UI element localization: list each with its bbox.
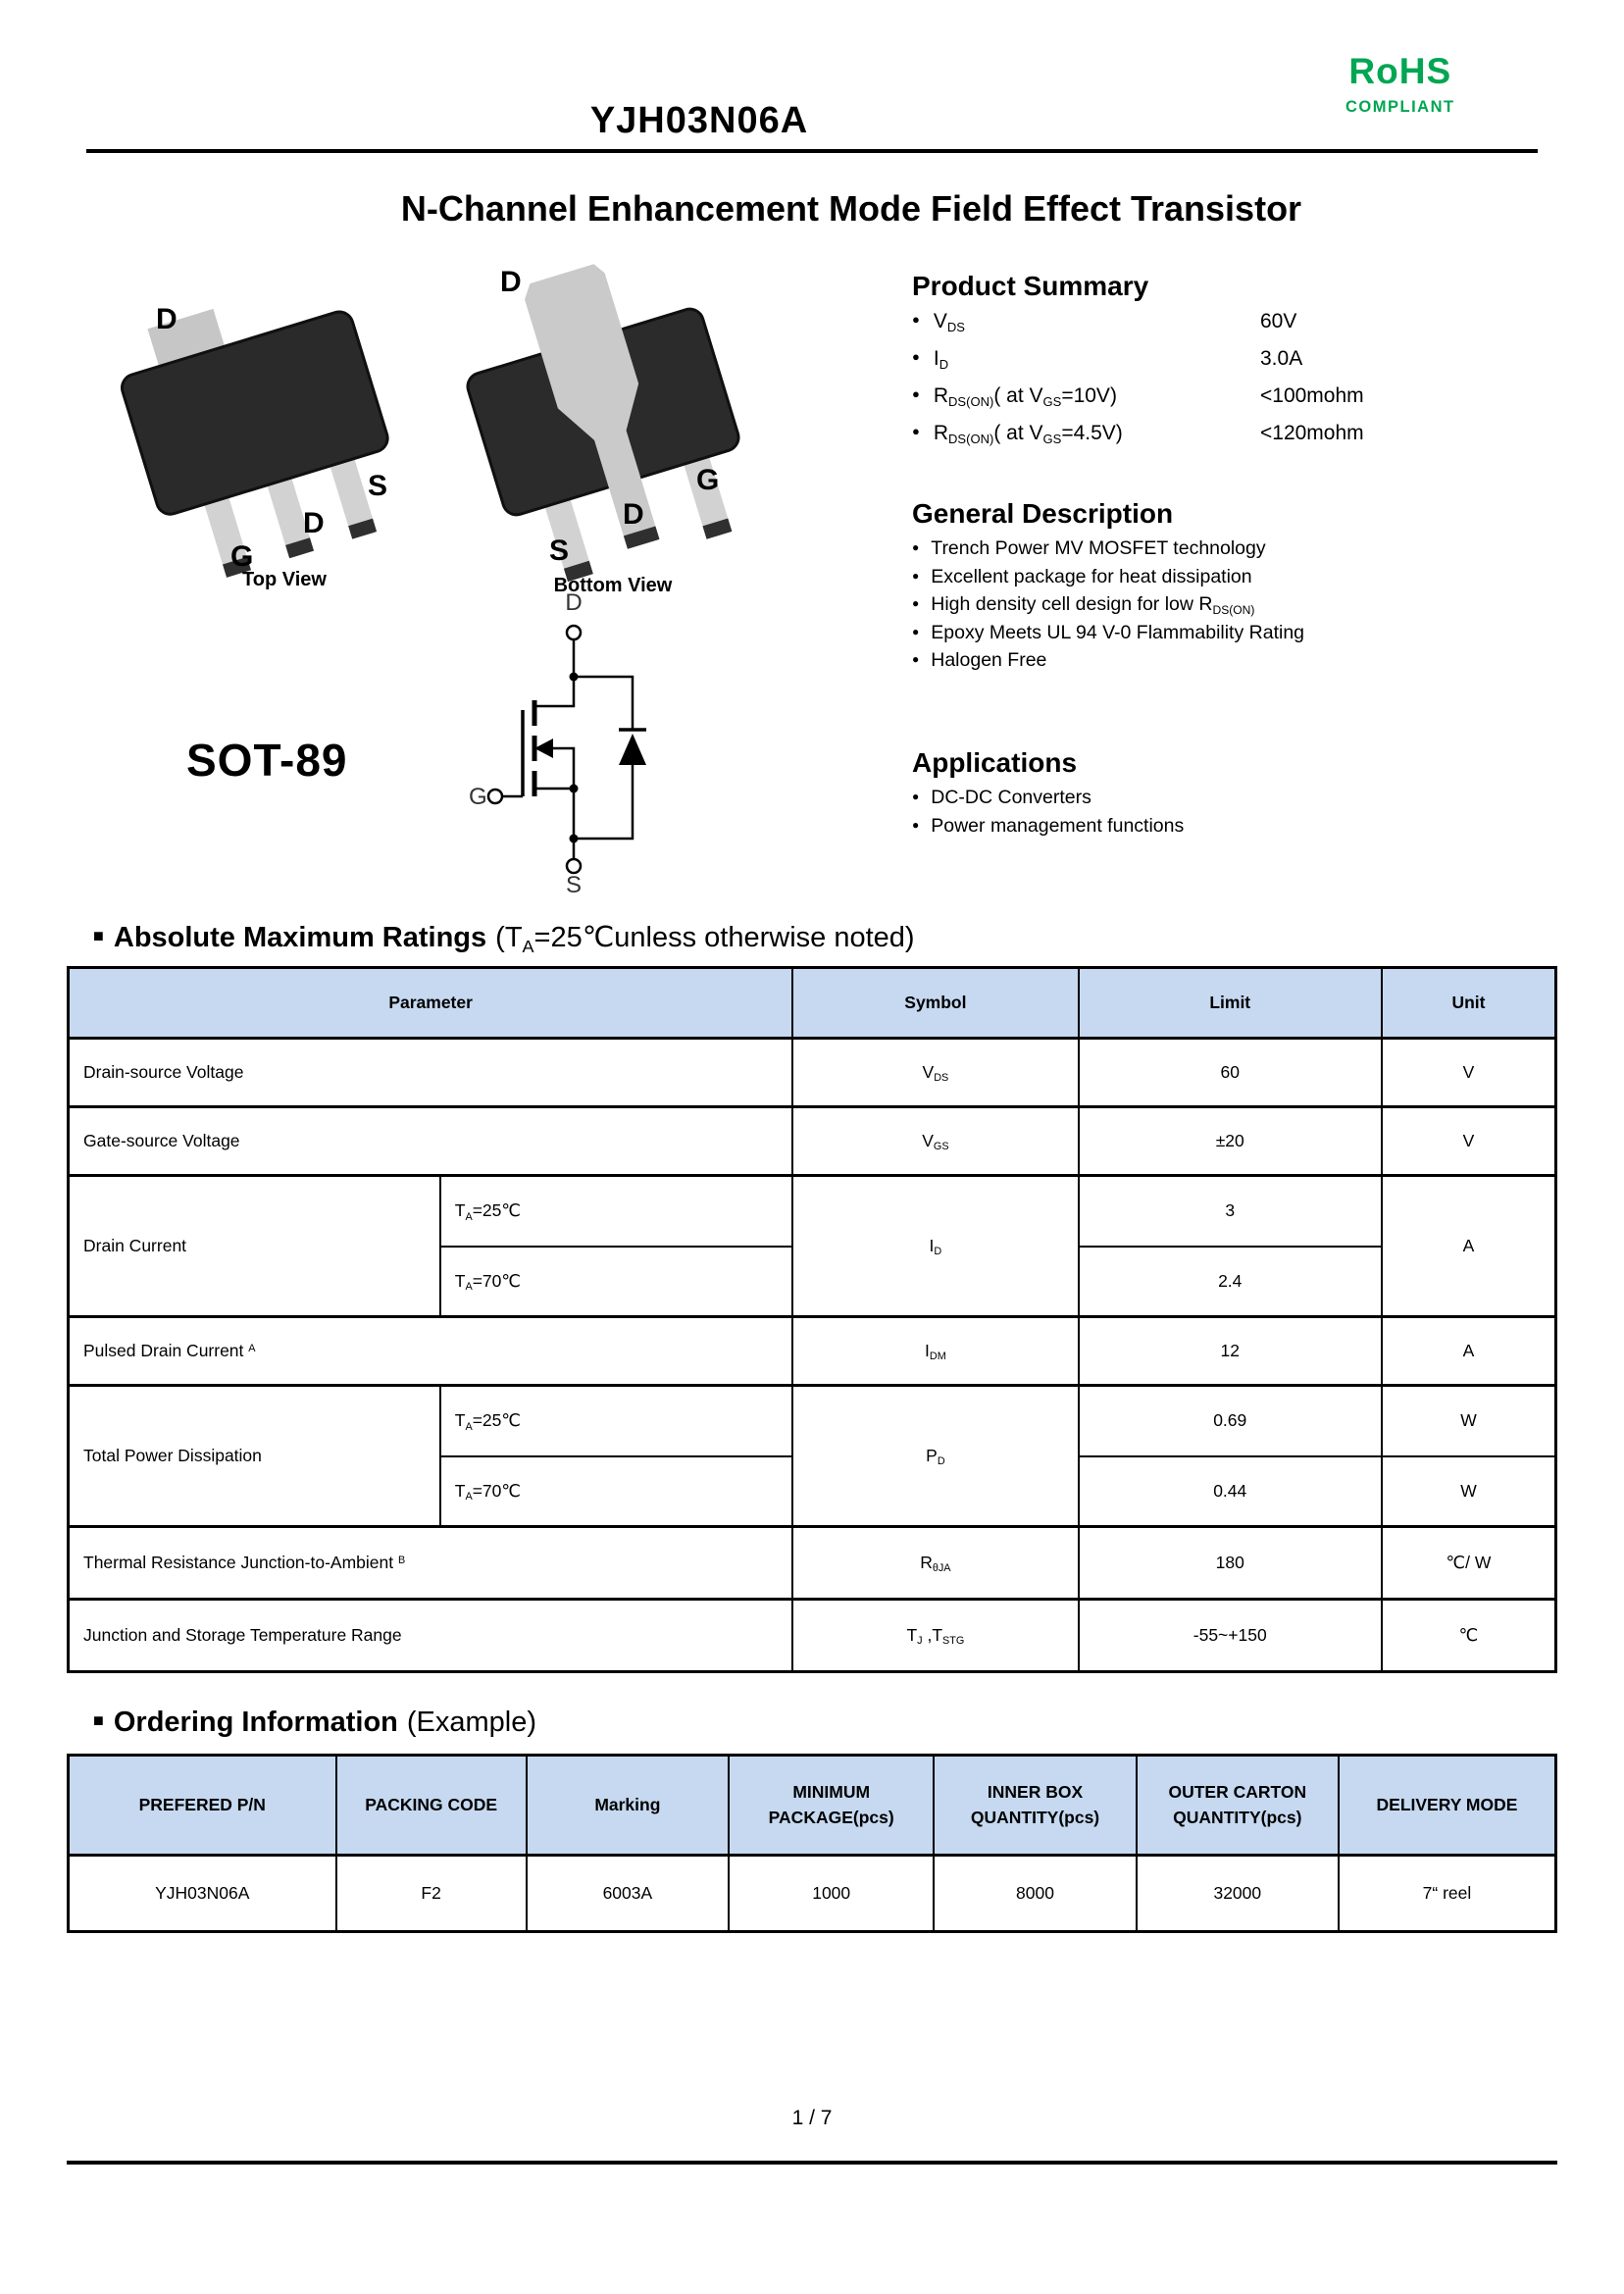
col-header-parameter: Parameter xyxy=(69,968,793,1039)
col-header-outer-carton: OUTER CARTON QUANTITY(pcs) xyxy=(1137,1756,1339,1856)
col-header-limit: Limit xyxy=(1079,968,1382,1039)
unit-cell: W xyxy=(1382,1386,1556,1456)
unit-cell: A xyxy=(1382,1176,1556,1317)
pin-label-bottom-s: S xyxy=(549,535,570,567)
limit-cell: 60 xyxy=(1079,1039,1382,1107)
symbol-cell: $P_D$ xyxy=(792,1386,1078,1527)
sot89-body-top xyxy=(107,271,413,590)
symbol-cell: $V_{DS}$ xyxy=(792,1039,1078,1107)
header-divider xyxy=(86,149,1538,153)
condition-cell: $T_A=25℃$ xyxy=(440,1386,793,1456)
table-row-vgs xyxy=(69,1107,1556,1176)
ordering-table xyxy=(67,1754,1557,1933)
footer-divider xyxy=(67,2161,1557,2165)
table-row-id-25 xyxy=(69,1176,1556,1247)
cell-delivery-mode: 7“ reel xyxy=(1339,1856,1556,1932)
symbol-drain-label: D xyxy=(565,589,583,616)
table-row-tj-tstg xyxy=(69,1600,1556,1672)
param-cell: Pulsed Drain Current $^A$ xyxy=(69,1317,793,1386)
applications-section xyxy=(912,747,1559,842)
mosfet-symbol-image xyxy=(441,586,677,910)
ordering-header-row xyxy=(69,1756,1556,1856)
mosfet-symbol-lines xyxy=(488,626,646,873)
general-description-heading: General Description xyxy=(912,498,1174,529)
param-cell: Drain-source Voltage xyxy=(69,1039,793,1107)
ordering-heading: ■ Ordering Information (Example) xyxy=(93,1707,536,1739)
limit-cell: ±20 xyxy=(1079,1107,1382,1176)
mosfet-arrow xyxy=(534,739,553,758)
description-item: ● Trench Power MV MOSFET technology xyxy=(912,537,1559,566)
summary-item xyxy=(912,384,1559,422)
general-description-section xyxy=(912,498,1559,678)
ordering-data-row xyxy=(69,1856,1556,1932)
rohs-label: RoHS xyxy=(1348,51,1452,91)
table-row-pd-25 xyxy=(69,1386,1556,1456)
col-header-marking: Marking xyxy=(527,1756,729,1856)
col-header-symbol: Symbol xyxy=(792,968,1078,1039)
table-row-vds xyxy=(69,1039,1556,1107)
product-summary-section xyxy=(912,271,1559,459)
description-item: ● Epoxy Meets UL 94 V-0 Flammability Rating xyxy=(912,622,1559,650)
symbol-source-label: S xyxy=(565,872,583,898)
symbol-cell: $I_{DM}$ xyxy=(792,1317,1078,1386)
summary-item-name: ● $R_{DS(ON)}$( at $V_{GS}=4.5V$) xyxy=(933,422,1123,447)
col-header-packing-code: PACKING CODE xyxy=(336,1756,527,1856)
table-row-idm xyxy=(69,1317,1556,1386)
unit-cell: ℃ xyxy=(1382,1600,1556,1672)
limit-cell: 0.69 xyxy=(1079,1386,1382,1456)
col-header-delivery-mode: DELIVERY MODE xyxy=(1339,1756,1556,1856)
abs-max-table xyxy=(67,966,1557,1673)
body-diode xyxy=(619,734,646,765)
package-top-view-image xyxy=(83,250,427,603)
limit-cell: 3 xyxy=(1079,1176,1382,1247)
sot89-body-bottom xyxy=(443,240,764,593)
summary-item xyxy=(912,347,1559,384)
cell-packing-code: F2 xyxy=(336,1856,527,1932)
limit-cell: 180 xyxy=(1079,1527,1382,1600)
unit-cell: ℃/ W xyxy=(1382,1527,1556,1600)
col-header-unit: Unit xyxy=(1382,968,1556,1039)
bottom-view-caption: Bottom View xyxy=(553,575,673,596)
applications-heading: Applications xyxy=(912,747,1078,778)
col-header-prefered-pn: PREFERED P/N xyxy=(69,1756,336,1856)
product-summary-heading: Product Summary xyxy=(912,271,1149,301)
symbol-cell: $I_D$ xyxy=(792,1176,1078,1317)
limit-cell: 2.4 xyxy=(1079,1247,1382,1317)
limit-cell: 12 xyxy=(1079,1317,1382,1386)
condition-cell: $T_A=70℃$ xyxy=(440,1456,793,1527)
summary-item-value: <100mohm xyxy=(1260,384,1364,407)
col-header-minimum-package: MINIMUM PACKAGE(pcs) xyxy=(729,1756,934,1856)
part-number-title: YJH03N06A xyxy=(589,100,809,141)
summary-item xyxy=(912,310,1559,347)
description-item: ● Halogen Free xyxy=(912,649,1559,678)
top-view-caption: Top View xyxy=(242,569,327,590)
summary-item xyxy=(912,422,1559,459)
param-cell: Total Power Dissipation xyxy=(69,1386,440,1527)
symbol-cell: $R_{\theta JA}$ xyxy=(792,1527,1078,1600)
param-cell: Gate-source Voltage xyxy=(69,1107,793,1176)
param-cell: Thermal Resistance Junction-to-Ambient $^B$ xyxy=(69,1527,793,1600)
summary-item-value: 60V xyxy=(1260,310,1297,332)
unit-cell: V xyxy=(1382,1039,1556,1107)
page-title: N-Channel Enhancement Mode Field Effect Transistor xyxy=(400,188,1302,229)
condition-cell: $T_A=70℃$ xyxy=(440,1247,793,1317)
pin-label-bottom-tab: D xyxy=(500,266,522,298)
pin-label-top-g: G xyxy=(230,540,254,573)
description-item: ● High density cell design for low $R_{DS(ON)}$ xyxy=(912,593,1559,622)
condition-cell: $T_A=25℃$ xyxy=(440,1176,793,1247)
symbol-cell: $V_{GS}$ xyxy=(792,1107,1078,1176)
cell-marking: 6003A xyxy=(527,1856,729,1932)
param-cell: Drain Current xyxy=(69,1176,440,1317)
summary-item-name: ● $V_{DS}$ xyxy=(933,310,965,335)
unit-cell: A xyxy=(1382,1317,1556,1386)
col-header-inner-box: INNER BOX QUANTITY(pcs) xyxy=(934,1756,1136,1856)
unit-cell: V xyxy=(1382,1107,1556,1176)
rohs-badge xyxy=(1345,53,1455,117)
symbol-gate-label: G xyxy=(469,784,487,810)
application-item: ● Power management functions xyxy=(912,815,1559,843)
summary-item-value: 3.0A xyxy=(1260,347,1303,370)
summary-item-name: ● $I_D$ xyxy=(933,347,949,373)
cell-part-number: YJH03N06A xyxy=(69,1856,336,1932)
param-cell: Junction and Storage Temperature Range xyxy=(69,1600,793,1672)
package-bottom-view-image xyxy=(422,240,785,598)
unit-cell: W xyxy=(1382,1456,1556,1527)
table-row-rthja xyxy=(69,1527,1556,1600)
abs-max-header-row xyxy=(69,968,1556,1039)
cell-inner-box: 8000 xyxy=(934,1856,1136,1932)
pin-label-top-tab: D xyxy=(156,303,178,335)
application-item: ● DC-DC Converters xyxy=(912,787,1559,815)
summary-item-value: <120mohm xyxy=(1260,422,1364,444)
description-item: ● Excellent package for heat dissipation xyxy=(912,566,1559,594)
symbol-cell: $T_J$ $,T_{STG}$ xyxy=(792,1600,1078,1672)
pin-label-top-d: D xyxy=(303,507,325,539)
limit-cell: -55~+150 xyxy=(1079,1600,1382,1672)
cell-outer-carton: 32000 xyxy=(1137,1856,1339,1932)
pin-label-bottom-g: G xyxy=(696,464,720,496)
abs-max-heading: ■ Absolute Maximum Ratings ($T_A=25℃unless$ otherwise noted) xyxy=(93,920,915,954)
pin-label-top-s: S xyxy=(368,470,388,502)
rohs-compliant-label: COMPLIANT xyxy=(1345,97,1455,116)
page-number: 1 / 7 xyxy=(791,2107,833,2129)
limit-cell: 0.44 xyxy=(1079,1456,1382,1527)
summary-item-name: ● $R_{DS(ON)}$( at $V_{GS}=10V$) xyxy=(933,384,1117,410)
pin-label-bottom-d: D xyxy=(623,498,644,531)
package-name-label: SOT-89 xyxy=(186,735,348,786)
cell-minimum-package: 1000 xyxy=(729,1856,934,1932)
